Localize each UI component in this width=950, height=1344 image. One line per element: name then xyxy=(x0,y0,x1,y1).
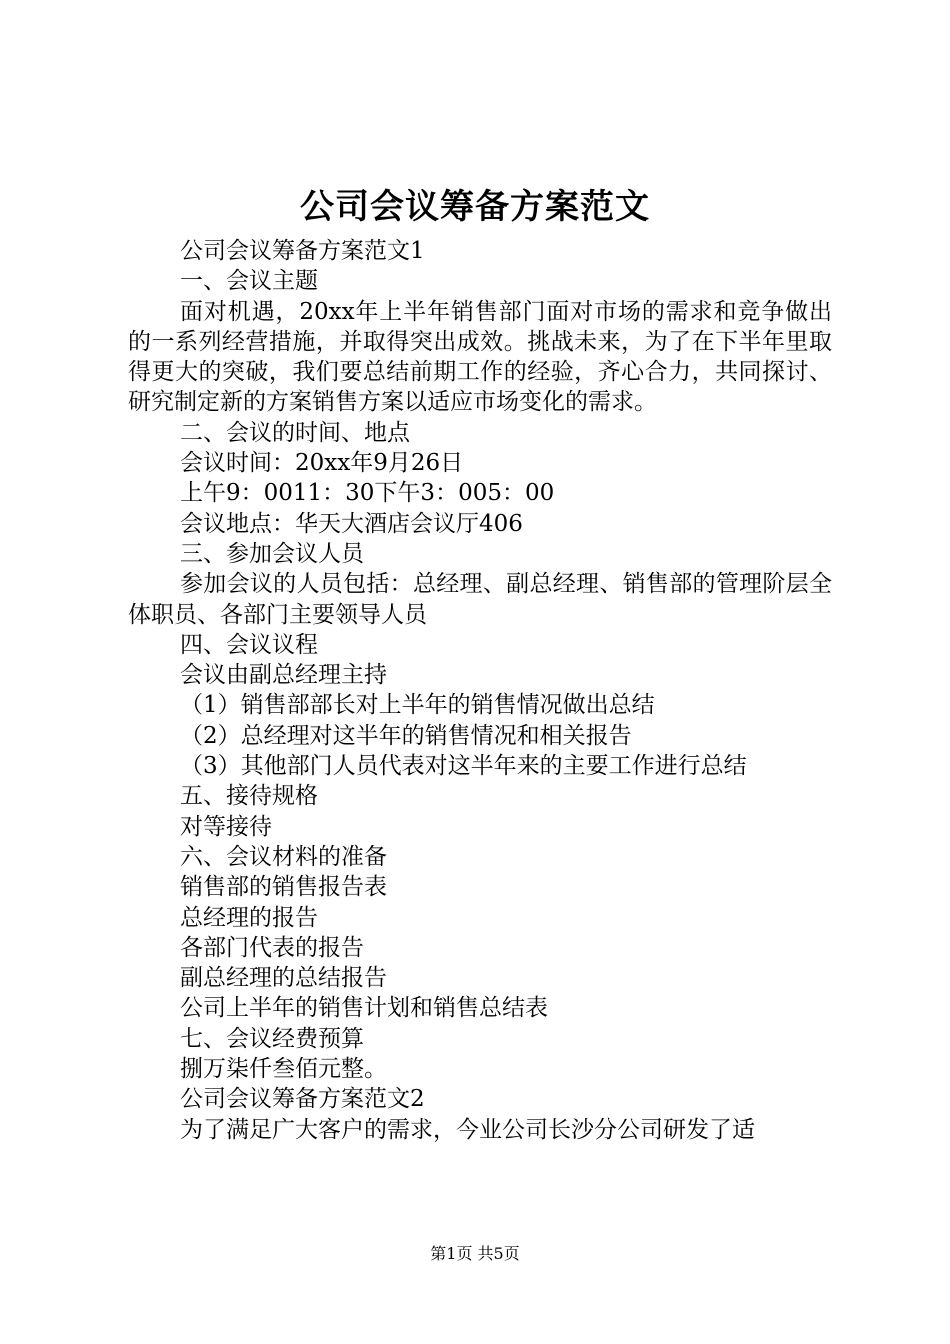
list-item: 销售部的销售报告表 xyxy=(180,874,387,901)
paragraph: 参加会议的人员包括：总经理、副总经理、销售部的管理阶层全体职员、各部门主要领导人员 xyxy=(128,571,832,628)
document-body xyxy=(128,236,832,1145)
paragraph: 上午9：0011：30下午3：005：00 xyxy=(180,480,555,507)
paragraph: 会议由副总经理主持 xyxy=(180,662,387,689)
list-item: 公司上半年的销售计划和销售总结表 xyxy=(180,995,548,1022)
list-item: 总经理的报告 xyxy=(180,904,318,931)
paragraph: 会议地点：华天大酒店会议厅406 xyxy=(180,510,523,537)
section-heading: 二、会议的时间、地点 xyxy=(180,419,410,446)
paragraph: 面对机遇，20xx年上半年销售部门面对市场的需求和竞争做出的一系列经营措施，并取得突出成效。挑战未来，为了在下半年里取得更大的突破，我们要总结前期工作的经验，齐心合力，共同探讨、研究制定新的方案销售方案以适应市场变化的需求。 xyxy=(128,298,832,416)
list-item: （2）总经理对这半年的销售情况和相关报告 xyxy=(180,722,632,749)
document-title: 公司会议筹备方案范文 xyxy=(300,187,650,227)
list-item: （1）销售部部长对上半年的销售情况做出总结 xyxy=(180,692,655,719)
paragraph: 会议时间：20xx年9月26日 xyxy=(180,450,464,477)
paragraph: 捌万柒仟叁佰元整。 xyxy=(180,1056,387,1083)
page-footer: 第1页 共5页 xyxy=(430,1244,520,1263)
section-heading: 六、会议材料的准备 xyxy=(180,843,387,870)
section-heading: 三、参加会议人员 xyxy=(180,540,364,567)
paragraph: 公司会议筹备方案范文1 xyxy=(180,238,425,264)
paragraph: 公司会议筹备方案范文2 xyxy=(180,1086,425,1113)
section-heading: 五、接待规格 xyxy=(180,783,318,810)
section-heading: 一、会议主题 xyxy=(180,268,318,295)
section-heading: 四、会议议程 xyxy=(180,631,318,658)
paragraph: 为了满足广大客户的需求，今业公司长沙分公司研发了适 xyxy=(180,1116,755,1143)
list-item: （3）其他部门人员代表对这半年来的主要工作进行总结 xyxy=(180,753,747,780)
list-item: 各部门代表的报告 xyxy=(180,934,364,961)
paragraph: 对等接待 xyxy=(180,813,272,840)
list-item: 副总经理的总结报告 xyxy=(180,965,387,992)
section-heading: 七、会议经费预算 xyxy=(180,1025,364,1052)
